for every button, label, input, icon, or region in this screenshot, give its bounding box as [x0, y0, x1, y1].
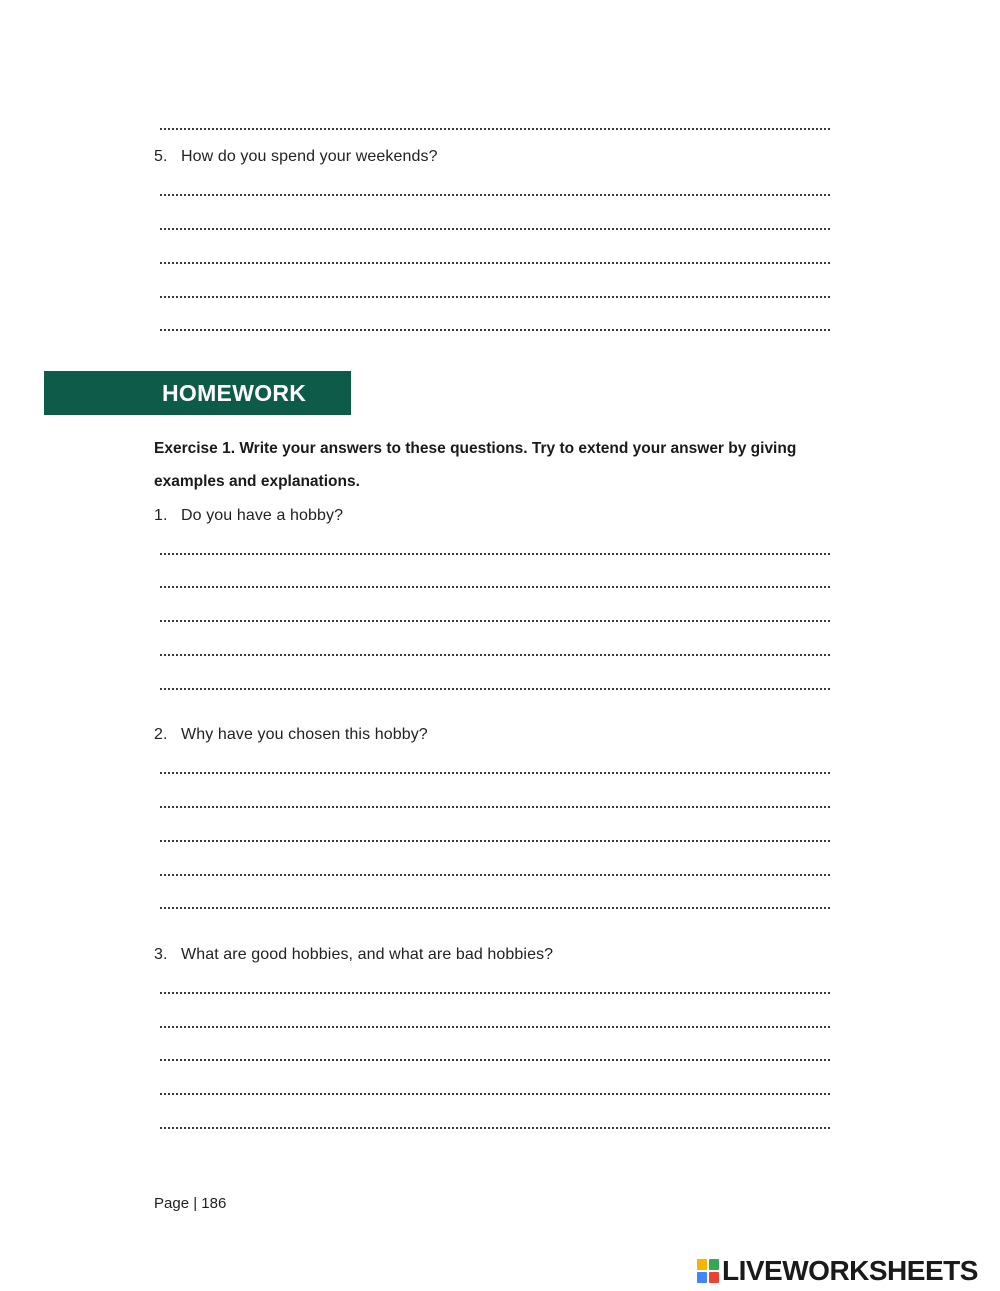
answer-line[interactable] [160, 1127, 830, 1129]
question-number: 5. [154, 148, 168, 165]
logo-square [697, 1259, 707, 1270]
question-text: Do you have a hobby? [181, 507, 344, 524]
answer-line[interactable] [160, 1093, 830, 1095]
logo-square [709, 1259, 719, 1270]
brand-name: LIVEWORKSHEETS [722, 1255, 978, 1286]
answer-line[interactable] [160, 329, 830, 331]
answer-line[interactable] [160, 874, 830, 876]
logo-square [709, 1272, 719, 1283]
question-text: Why have you chosen this hobby? [181, 726, 428, 743]
answer-line[interactable] [160, 688, 830, 690]
question-3 [154, 946, 553, 964]
answer-line[interactable] [160, 553, 830, 555]
page-number: Page | 186 [154, 1195, 227, 1212]
logo-square [697, 1272, 707, 1283]
homework-title: HOMEWORK [162, 380, 307, 406]
question-number: 3. [154, 946, 168, 963]
homework-banner [44, 371, 351, 415]
answer-line[interactable] [160, 654, 830, 656]
answer-line[interactable] [160, 772, 830, 774]
liveworksheets-logo-icon [697, 1259, 719, 1283]
question-5 [154, 148, 438, 166]
answer-line[interactable] [160, 194, 830, 196]
answer-line[interactable] [160, 128, 830, 130]
question-text: What are good hobbies, and what are bad hobbies? [181, 946, 554, 963]
exercise-instruction-line-2: examples and explanations. [154, 473, 360, 490]
answer-line[interactable] [160, 992, 830, 994]
answer-line[interactable] [160, 1026, 830, 1028]
question-number: 1. [154, 507, 168, 524]
answer-line[interactable] [160, 907, 830, 909]
question-1 [154, 507, 343, 525]
answer-line[interactable] [160, 620, 830, 622]
question-number: 2. [154, 726, 168, 743]
answer-line[interactable] [160, 586, 830, 588]
liveworksheets-brand [697, 1255, 978, 1287]
question-2 [154, 726, 428, 744]
answer-line[interactable] [160, 228, 830, 230]
answer-line[interactable] [160, 1059, 830, 1061]
answer-line[interactable] [160, 262, 830, 264]
question-text: How do you spend your weekends? [181, 148, 438, 165]
exercise-instruction-line-1: Exercise 1. Write your answers to these questions. Try to extend your answer by giving [154, 440, 797, 457]
answer-line[interactable] [160, 806, 830, 808]
answer-line[interactable] [160, 840, 830, 842]
answer-line[interactable] [160, 296, 830, 298]
